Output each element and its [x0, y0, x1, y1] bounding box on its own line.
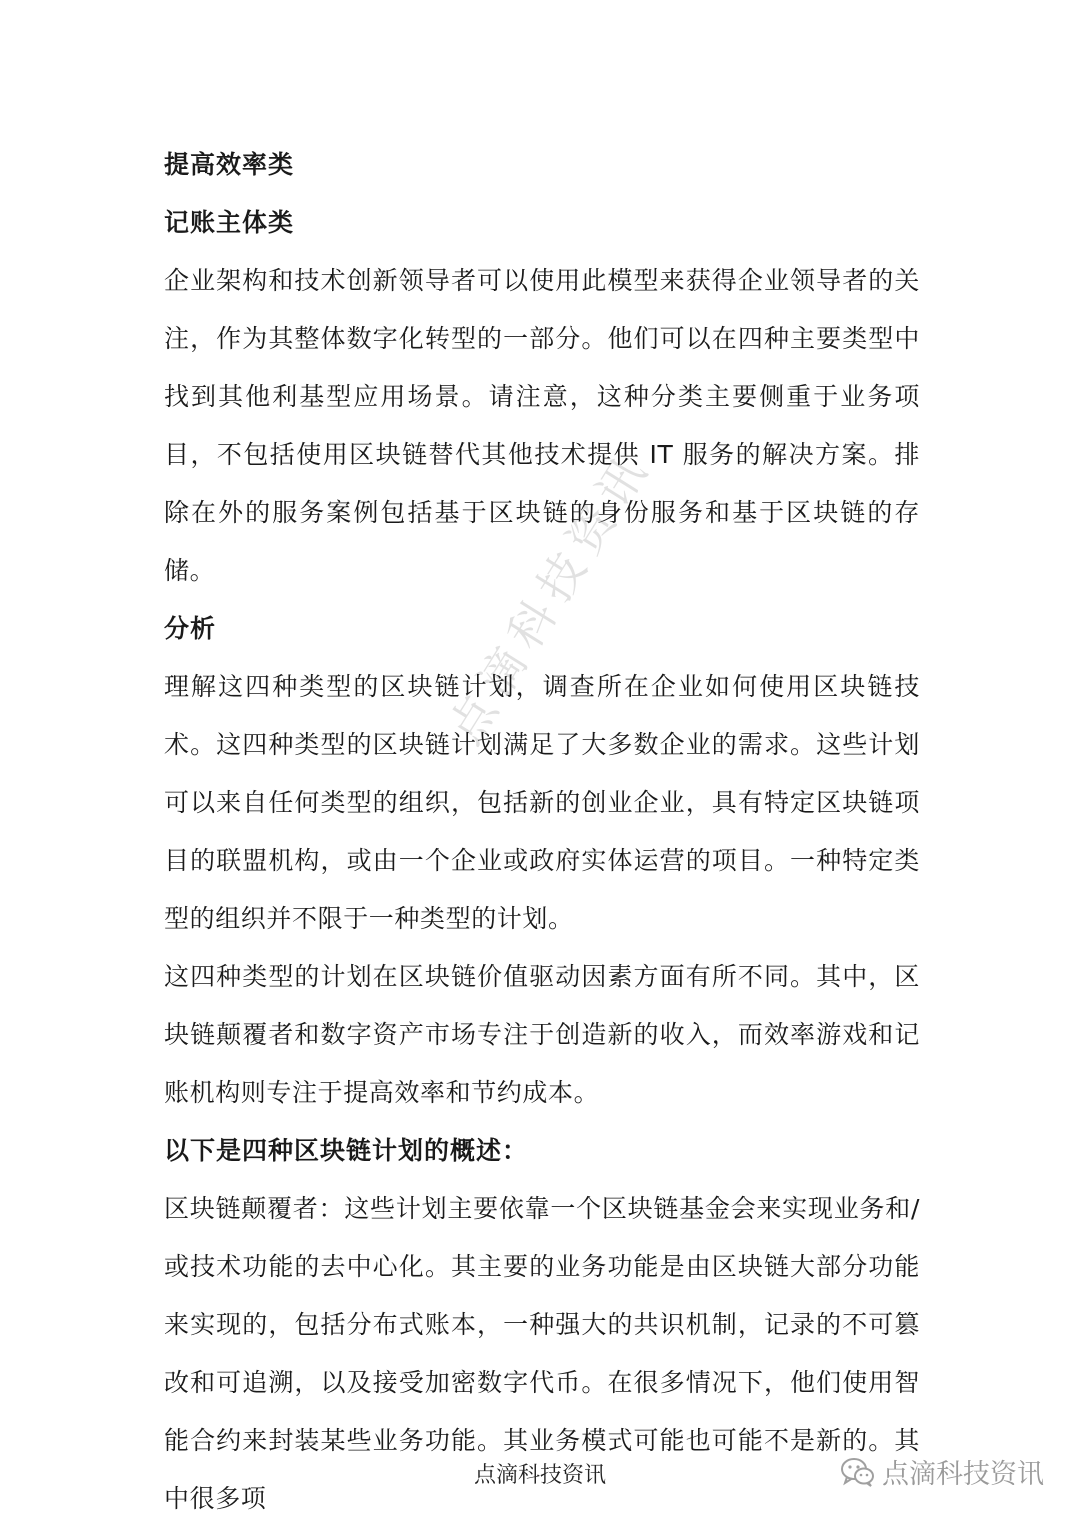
account-brand — [840, 1452, 1044, 1491]
document-body — [164, 136, 920, 1528]
paragraph-intro: 企业架构和技术创新领导者可以使用此模型来获得企业领导者的关注，作为其整体数字化转型的一部分。他们可以在四种主要类型中找到其他利基型应用场景。请注意，这种分类主要侧重于业务项目，不包括使用区块链替代其他技术提供 IT 服务的解决方案。排除在外的服务案例包括基于区块链的身份服务和基于区块链的存储。 — [164, 266, 920, 585]
wechat-icon — [840, 1457, 876, 1487]
paragraph-disruptors: 区块链颠覆者：这些计划主要依靠一个区块链基金会来实现业务和/或技术功能的去中心化。其主要的业务功能是由区块链大部分功能来实现的，包括分布式账本，一种强大的共识机制，记录的不可篡改和可追溯，以及接受加密数字代币。在很多情况下，他们使用智能合约来封装某些业务功能。其业务模式可能也可能不是新的。其中很多项 — [164, 1194, 920, 1513]
heading-bookkeeping: 记账主体类 — [164, 208, 295, 237]
brand-name: 点滴科技资讯 — [882, 1459, 1044, 1490]
paragraph-value-drivers: 这四种类型的计划在区块链价值驱动因素方面有所不同。其中，区块链颠覆者和数字资产市场专注于创造新的收入，而效率游戏和记账机构则专注于提高效率和节约成本。 — [164, 962, 920, 1107]
paragraph-analysis: 理解这四种类型的区块链计划，调查所在企业如何使用区块链技术。这四种类型的区块链计划满足了大多数企业的需求。这些计划可以来自任何类型的组织，包括新的创业企业，具有特定区块链项目的联盟机构，或由一个企业或政府实体运营的项目。一种特定类型的组织并不限于一种类型的计划。 — [164, 672, 920, 933]
heading-efficiency: 提高效率类 — [164, 150, 295, 179]
heading-overview: 以下是四种区块链计划的概述： — [164, 1136, 529, 1165]
heading-analysis: 分析 — [164, 614, 217, 643]
watermark-text: 点滴科技资讯 — [437, 439, 662, 754]
footer-source-label: 点滴科技资讯 — [473, 1463, 606, 1488]
